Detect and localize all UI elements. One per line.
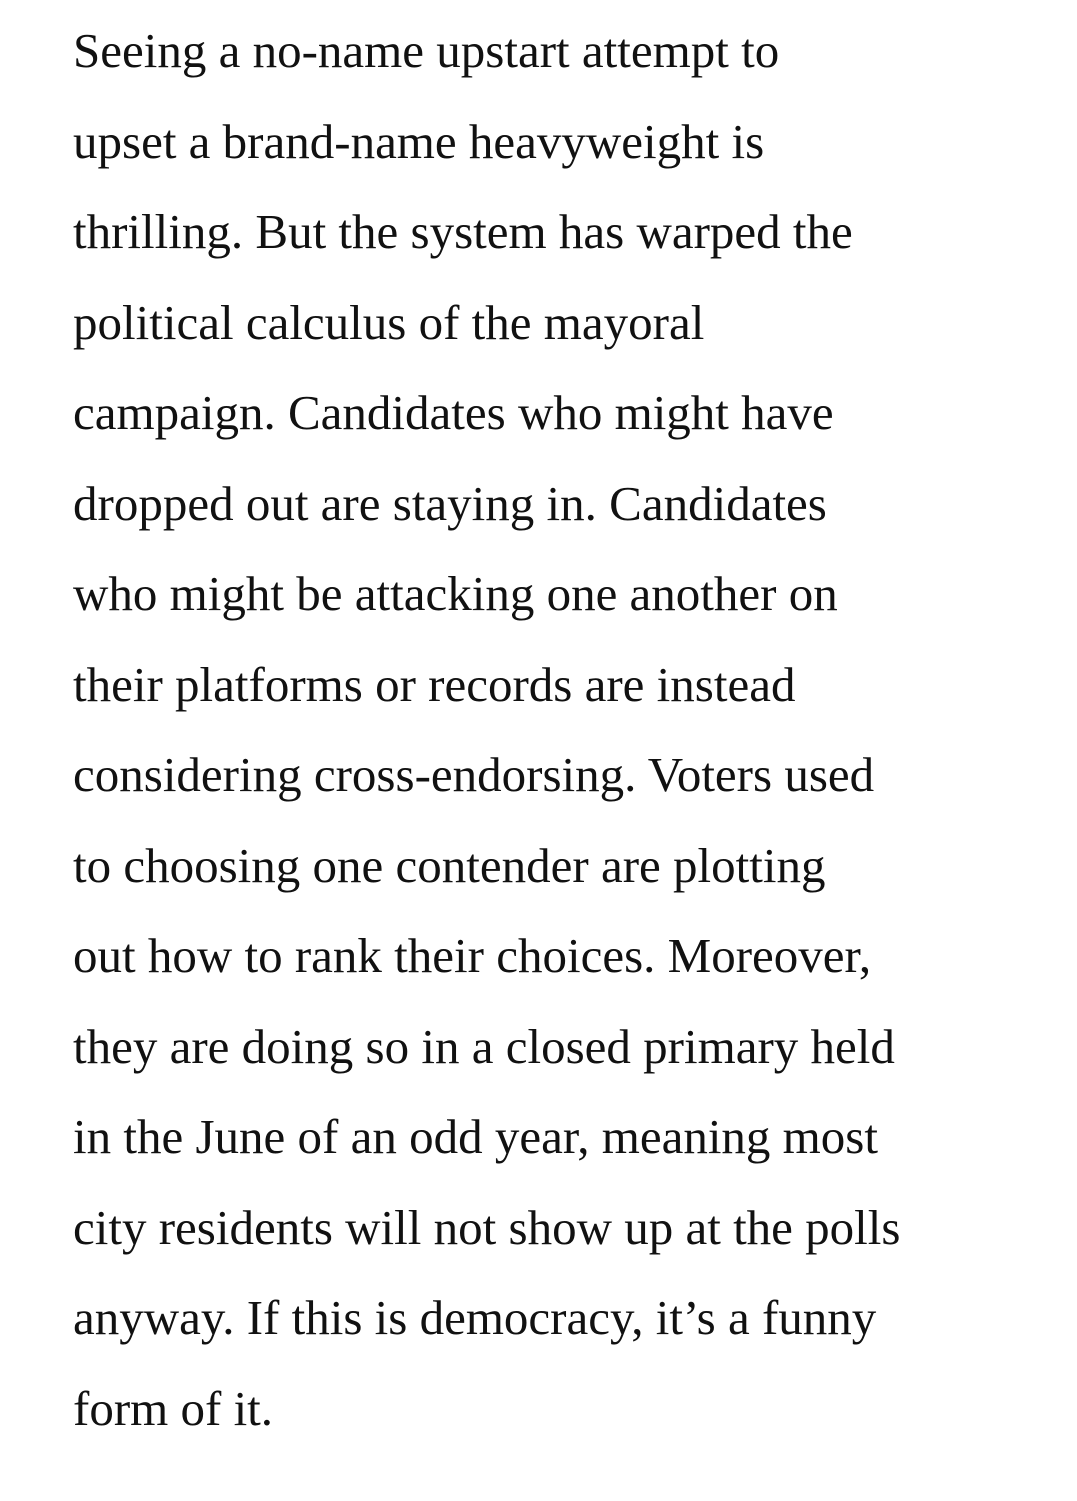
paragraph-line: campaign. Candidates who might have xyxy=(73,385,834,440)
paragraph-line: their platforms or records are instead xyxy=(73,656,796,712)
paragraph-line: thrilling. But the system has warped the xyxy=(73,204,853,259)
paragraph-line: city residents will not show up at the polls xyxy=(73,1199,901,1255)
paragraph-line: considering cross-endorsing. Voters used xyxy=(73,747,875,802)
article-paragraph xyxy=(73,6,1063,1454)
article-body xyxy=(73,6,1063,1454)
paragraph-line: political calculus of the mayoral xyxy=(73,294,705,350)
paragraph-line: form of it. xyxy=(73,1380,274,1436)
paragraph-line: Seeing a no-name upstart attempt to xyxy=(73,23,780,78)
paragraph-line: they are doing so in a closed primary held xyxy=(73,1018,895,1074)
paragraph-line: in the June of an odd year, meaning most xyxy=(73,1109,878,1164)
paragraph-line: upset a brand-name heavyweight is xyxy=(73,113,765,169)
paragraph-line: out how to rank their choices. Moreover, xyxy=(73,928,872,983)
paragraph-line: dropped out are staying in. Candidates xyxy=(73,475,827,531)
paragraph-line: anyway. If this is democracy, it’s a funny xyxy=(73,1290,877,1345)
paragraph-line: to choosing one contender are plotting xyxy=(73,837,826,893)
paragraph-line: who might be attacking one another on xyxy=(73,566,838,621)
